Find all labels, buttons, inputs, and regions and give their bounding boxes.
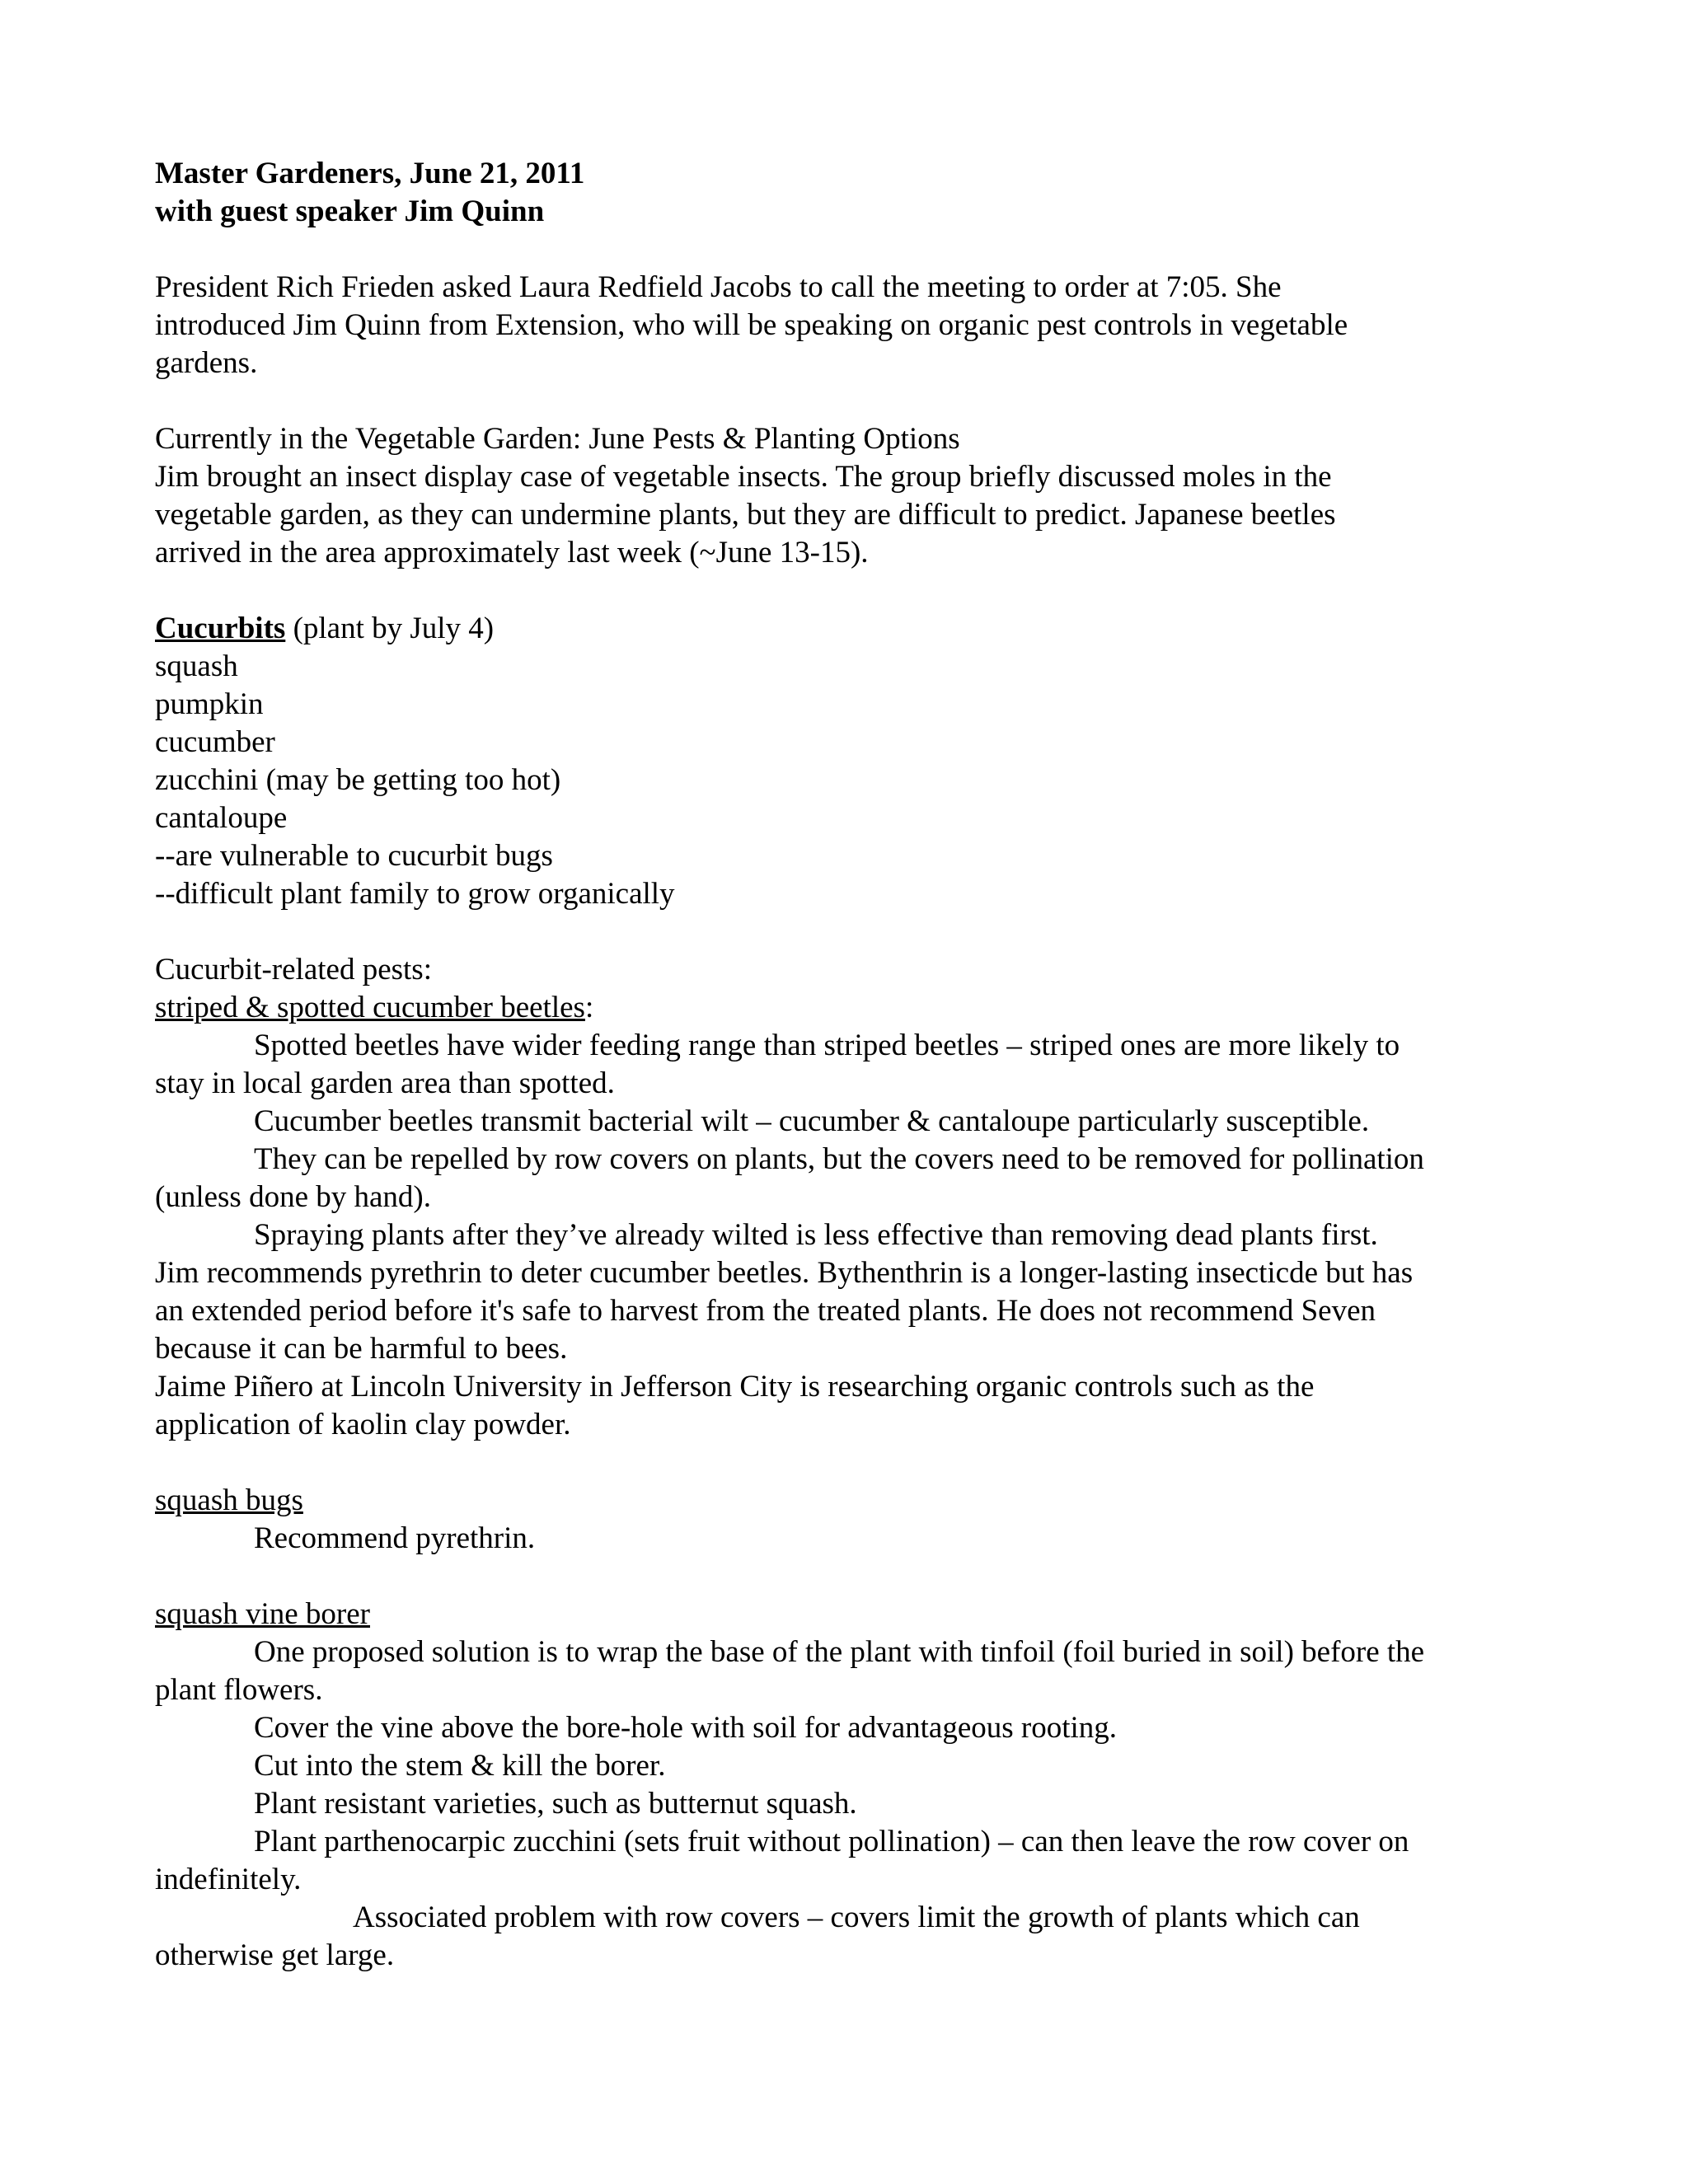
list-item: --are vulnerable to cucurbit bugs	[155, 839, 553, 873]
beetles-heading-line	[155, 989, 1540, 1027]
paragraph-line: otherwise get large.	[155, 1938, 395, 1972]
beetles-heading-colon: :	[584, 991, 594, 1024]
paragraph-line: Plant parthenocarpic zucchini (sets fruit without pollination) – can then leave the row cover on	[254, 1825, 1409, 1858]
paragraph-line: Spotted beetles have wider feeding range than striped beetles – striped ones are more likely to	[254, 1029, 1400, 1062]
paragraph-line: Recommend pyrethrin.	[254, 1521, 536, 1555]
spacer	[155, 1444, 1540, 1482]
intro-line: President Rich Frieden asked Laura Redfield Jacobs to call the meeting to order at 7:05. She	[155, 270, 1282, 304]
list-item: cantaloupe	[155, 801, 288, 835]
cucurbits-heading-note: (plant by July 4)	[285, 612, 495, 645]
paragraph-line: plant flowers.	[155, 1673, 323, 1707]
paragraph-line: Cut into the stem & kill the borer.	[254, 1749, 666, 1783]
spacer	[155, 382, 1540, 420]
borer-heading: squash vine borer	[155, 1597, 370, 1631]
intro-line: introduced Jim Quinn from Extension, who will be speaking on organic pest controls in vegetable	[155, 308, 1348, 342]
intro-line: gardens.	[155, 346, 258, 380]
spacer	[155, 913, 1540, 951]
cucurbits-heading-line	[155, 610, 1540, 648]
section-heading: Currently in the Vegetable Garden: June Pests & Planting Options	[155, 422, 960, 456]
document-subtitle: with guest speaker Jim Quinn	[155, 194, 545, 228]
squash-bugs-heading: squash bugs	[155, 1483, 303, 1517]
paragraph-line: Plant resistant varieties, such as butternut squash.	[254, 1787, 857, 1821]
paragraph-line: They can be repelled by row covers on plants, but the covers need to be removed for pollination	[254, 1142, 1424, 1176]
list-item: pumpkin	[155, 687, 264, 721]
list-item: squash	[155, 649, 238, 683]
paragraph-line: One proposed solution is to wrap the base of the plant with tinfoil (foil buried in soil) before the	[254, 1635, 1425, 1669]
spacer	[155, 1558, 1540, 1596]
beetles-heading: striped & spotted cucumber beetles	[155, 991, 585, 1024]
cucurbits-heading: Cucurbits	[155, 612, 286, 645]
paragraph-line: vegetable garden, as they can undermine plants, but they are difficult to predict. Japanese beetles	[155, 498, 1336, 532]
list-item: zucchini (may be getting too hot)	[155, 763, 561, 797]
paragraph-line: Cucumber beetles transmit bacterial wilt – cucumber & cantaloupe particularly susceptible.	[254, 1104, 1370, 1138]
paragraph-line: Jim recommends pyrethrin to deter cucumber beetles. Bythenthrin is a longer-lasting insecticde but has	[155, 1256, 1414, 1290]
spacer	[155, 572, 1540, 610]
paragraph-line: because it can be harmful to bees.	[155, 1332, 568, 1366]
list-item: cucumber	[155, 725, 275, 759]
paragraph-line: an extended period before it's safe to harvest from the treated plants. He does not recommend Seven	[155, 1294, 1376, 1328]
paragraph-line: Associated problem with row covers – covers limit the growth of plants which can	[353, 1900, 1360, 1934]
pests-heading: Cucurbit-related pests:	[155, 953, 432, 987]
paragraph-line: indefinitely.	[155, 1863, 302, 1896]
spacer	[155, 231, 1540, 269]
paragraph-line: arrived in the area approximately last week (~June 13-15).	[155, 536, 869, 569]
paragraph-line: stay in local garden area than spotted.	[155, 1066, 615, 1100]
paragraph-line: Jim brought an insect display case of vegetable insects. The group briefly discussed moles in the	[155, 460, 1332, 494]
paragraph-line: application of kaolin clay powder.	[155, 1408, 571, 1441]
list-item: --difficult plant family to grow organically	[155, 877, 675, 911]
paragraph-line: (unless done by hand).	[155, 1180, 431, 1214]
document-page	[155, 155, 1540, 1975]
paragraph-line: Spraying plants after they’ve already wilted is less effective than removing dead plants first.	[254, 1218, 1378, 1252]
document-title: Master Gardeners, June 21, 2011	[155, 157, 585, 190]
paragraph-line: Jaime Piñero at Lincoln University in Jefferson City is researching organic controls such as the	[155, 1370, 1315, 1404]
paragraph-line: Cover the vine above the bore-hole with soil for advantageous rooting.	[254, 1711, 1118, 1745]
